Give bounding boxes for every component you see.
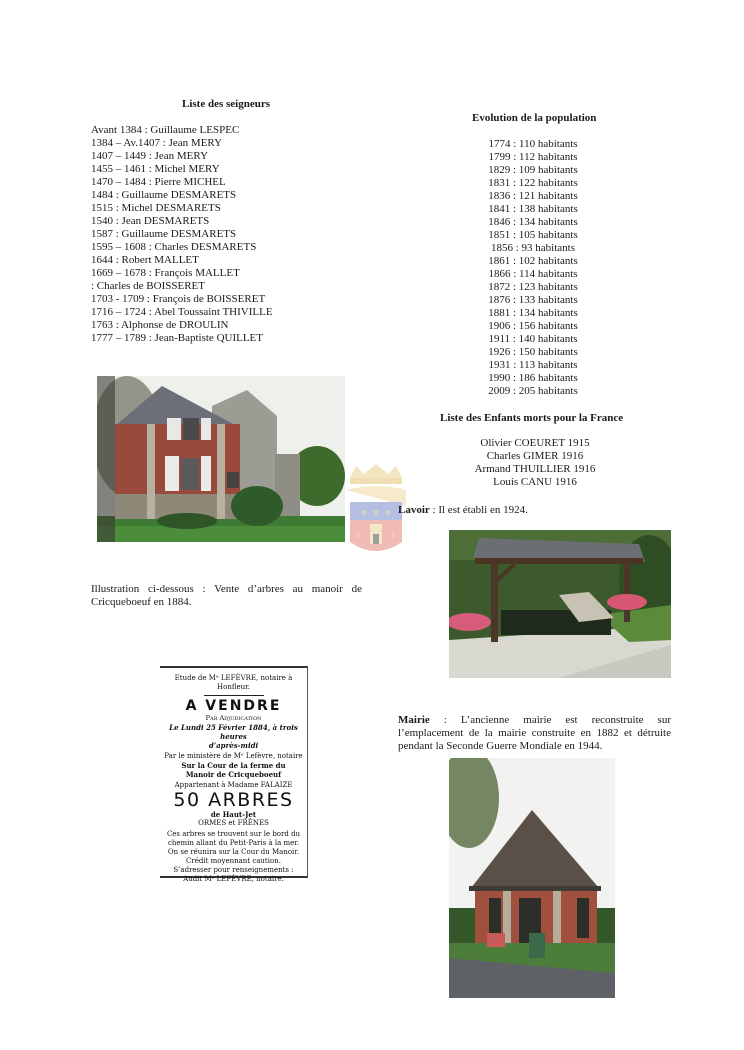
clipping-line: S’adresser pour renseignements : — [173, 866, 294, 874]
list-item: 1716 – 1724 : Abel Toussaint THIVILLE — [91, 306, 273, 318]
clipping-line: Honfleur. — [217, 683, 250, 691]
manor-photo — [97, 376, 345, 542]
clipping-line: On se réunira sur la Cour du Manoir. — [167, 848, 300, 856]
clipping-line: Par Adjudication — [205, 714, 262, 722]
list-item: Charles GIMER 1916 — [486, 450, 584, 462]
svg-text:⚜: ⚜ — [384, 509, 393, 519]
list-item: 1595 – 1608 : Charles DESMARETS — [91, 241, 257, 253]
divider — [204, 695, 264, 696]
clipping-line: d’après-midi — [208, 741, 259, 750]
svg-text:⚜: ⚜ — [354, 531, 363, 541]
list-item: 1856 : 93 habitants — [490, 242, 576, 254]
population-title: Evolution de la population — [472, 112, 597, 124]
population-list — [478, 138, 588, 398]
lavoir-label: Lavoir — [398, 504, 430, 516]
list-item: 1703 - 1709 : François de BOISSERET — [91, 293, 266, 305]
list-item: 1872 : 123 habitants — [488, 281, 578, 293]
lavoir-paragraph — [398, 504, 528, 517]
mairie-label: Mairie — [398, 714, 430, 726]
list-item: 1906 : 156 habitants — [488, 320, 578, 332]
list-item: 1851 : 105 habitants — [488, 229, 578, 241]
list-item: Olivier COEURET 1915 — [480, 437, 590, 449]
list-item: 1777 – 1789 : Jean-Baptiste QUILLET — [91, 332, 263, 344]
list-item: 1876 : 133 habitants — [488, 294, 578, 306]
seigneurs-title: Liste des seigneurs — [182, 98, 270, 110]
enfants-list — [455, 437, 615, 489]
list-item: 1774 : 110 habitants — [488, 138, 578, 150]
list-item: 1484 : Guillaume DESMARETS — [91, 189, 237, 201]
list-item: Louis CANU 1916 — [493, 476, 577, 488]
clipping-line: Appartenant à Madame FALAIZE — [174, 781, 293, 789]
list-item: 1911 : 140 habitants — [488, 333, 578, 345]
list-item: 1799 : 112 habitants — [488, 151, 578, 163]
list-item: 1836 : 121 habitants — [488, 190, 578, 202]
list-item: 1831 : 122 habitants — [488, 177, 578, 189]
list-item: 1829 : 109 habitants — [488, 164, 578, 176]
lavoir-text: : Il est établi en 1924. — [429, 504, 528, 516]
list-item: 1644 : Robert MALLET — [91, 254, 199, 266]
clipping-arbres-heading: 50 ARBRES — [173, 789, 294, 811]
list-item: 1990 : 186 habitants — [488, 372, 578, 384]
list-item: : Charles de BOISSERET — [91, 280, 205, 292]
list-item: 1881 : 134 habitants — [488, 307, 578, 319]
mairie-photo — [449, 758, 615, 998]
lavoir-photo — [449, 530, 671, 678]
seigneurs-list — [91, 124, 273, 345]
clipping-line: de Haut-Jet — [210, 810, 257, 819]
list-item: 1384 – Av.1407 : Jean MERY — [91, 137, 223, 149]
mairie-paragraph — [398, 714, 671, 753]
svg-text:⚜: ⚜ — [372, 509, 381, 519]
mairie-text: : L’ancienne mairie est reconstruite sur l’emplacement de la mairie construite en 1882 et détruite pendant la Seconde Guerre Mondiale en 1944. — [398, 714, 671, 752]
clipping-line: Manoir de Cricqueboeuf — [185, 770, 282, 779]
svg-text:⚜: ⚜ — [389, 531, 398, 541]
clipping-vendre-heading: A VENDRE — [185, 698, 282, 714]
list-item: 1841 : 138 habitants — [488, 203, 578, 215]
list-item: 1470 – 1484 : Pierre MICHEL — [91, 176, 226, 188]
list-item: 1926 : 150 habitants — [488, 346, 578, 358]
clipping-line: Audit Mᵉ LEFÈVRE, notaire. — [183, 875, 284, 883]
list-item: 1763 : Alphonse de DROULIN — [91, 319, 229, 331]
illustration-caption: Illustration ci-dessous : Vente d’arbres au manoir de Cricqueboeuf en 1884. — [91, 583, 362, 608]
enfants-title: Liste des Enfants morts pour la France — [440, 412, 624, 424]
list-item: 2009 : 205 habitants — [488, 385, 578, 397]
list-item: 1846 : 134 habitants — [488, 216, 578, 228]
clipping-line: Etude de Mᵉ LEFÈVRE, notaire à — [174, 674, 293, 682]
svg-text:⚜: ⚜ — [360, 509, 369, 519]
clipping-line: chemin allant du Petit-Paris à la mer. — [167, 839, 300, 847]
list-item: Armand THUILLIER 1916 — [474, 463, 596, 475]
list-item: 1861 : 102 habitants — [488, 255, 578, 267]
list-item: 1866 : 114 habitants — [488, 268, 578, 280]
newspaper-clipping — [160, 666, 308, 883]
list-item: 1515 : Michel DESMARETS — [91, 202, 221, 214]
clipping-line: Crédit moyennant caution. — [186, 857, 281, 865]
list-item: 1587 : Guillaume DESMARETS — [91, 228, 237, 240]
clipping-line: Ces arbres se trouvent sur le bord du — [166, 830, 301, 838]
list-item: 1540 : Jean DESMARETS — [91, 215, 210, 227]
list-item: 1407 – 1449 : Jean MERY — [91, 150, 209, 162]
clipping-line: Par le ministère de Mᵉ Lefèvre, notaire — [164, 752, 303, 760]
list-item: 1931 : 113 habitants — [488, 359, 578, 371]
list-item: 1669 – 1678 : François MALLET — [91, 267, 240, 279]
clipping-line: Sur la Cour de la ferme du — [181, 761, 286, 770]
list-item: 1455 – 1461 : Michel MERY — [91, 163, 220, 175]
clipping-line: ORMES et FRÊNES — [198, 819, 269, 827]
clipping-line: Le Lundi 25 Février 1884, à trois heures — [169, 723, 298, 741]
list-item: Avant 1384 : Guillaume LESPEC — [91, 124, 240, 136]
